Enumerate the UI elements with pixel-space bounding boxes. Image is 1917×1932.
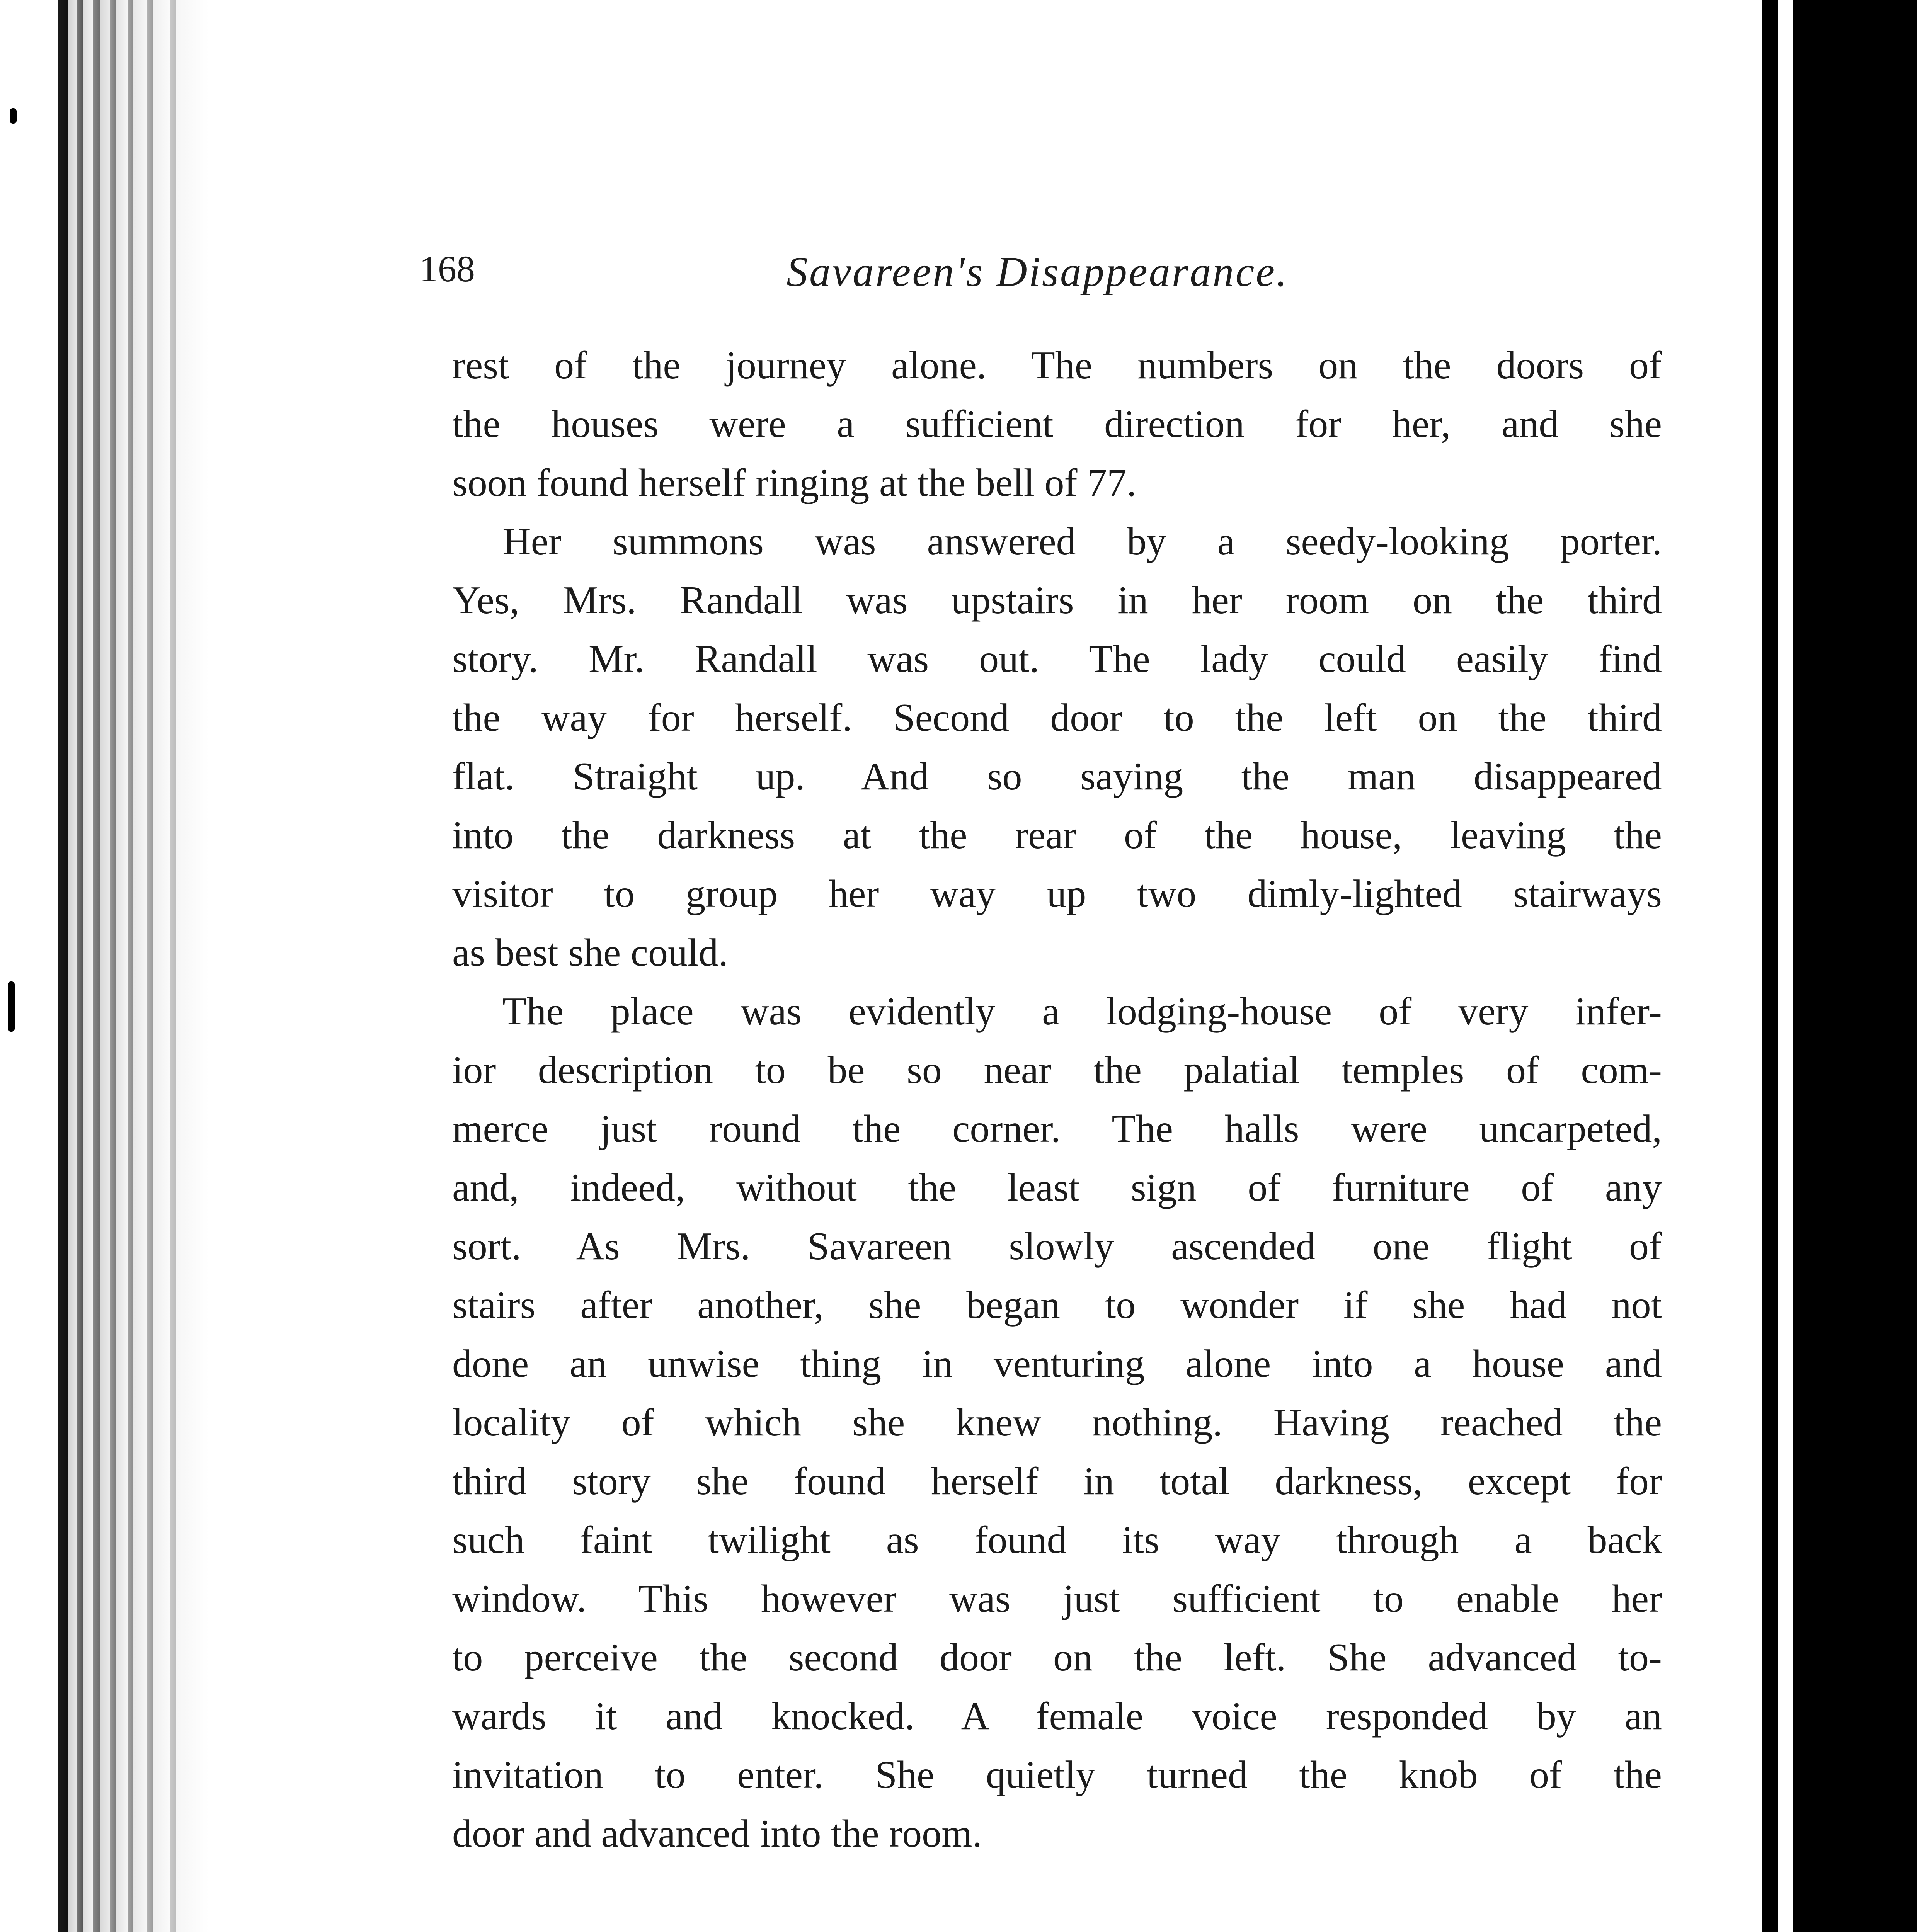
text-line: soon found herself ringing at the bell of 77. — [452, 461, 1137, 505]
text-line: merce just round the corner. The halls were uncarpeted, — [452, 1107, 1662, 1151]
text-line: door and advanced into the room. — [452, 1812, 982, 1855]
text-line: sort. As Mrs. Savareen slowly ascended one flight of — [452, 1225, 1662, 1268]
text-line: wards it and knocked. A female voice responded by an — [452, 1694, 1662, 1738]
text-line: third story she found herself in total darkness, except for — [452, 1459, 1662, 1503]
text-line: done an unwise thing in venturing alone into a house and — [452, 1342, 1662, 1386]
left-margin-mark — [8, 981, 15, 1032]
text-line: rest of the journey alone. The numbers on the doors of — [452, 344, 1662, 387]
text-line: to perceive the second door on the left. She advanced to- — [452, 1636, 1662, 1679]
text-line: The place was evidently a lodging-house of very infer- — [502, 990, 1662, 1033]
page-number: 168 — [419, 248, 475, 289]
running-title: Savareen's Disappearance. — [787, 248, 1289, 295]
text-line: as best she could. — [452, 931, 728, 975]
paragraph — [452, 982, 1662, 1863]
text-line: story. Mr. Randall was out. The lady could easily find — [452, 637, 1662, 681]
text-line: stairs after another, she began to wonder if she had not — [452, 1283, 1662, 1327]
text-line: such faint twilight as found its way through a back — [452, 1518, 1662, 1562]
text-line: ior description to be so near the palatial temples of com- — [452, 1048, 1662, 1092]
text-line: window. This however was just sufficient to enable her — [452, 1577, 1662, 1621]
text-line: flat. Straight up. And so saying the man disappeared — [452, 755, 1662, 798]
left-margin-mark — [10, 108, 17, 124]
paragraph — [452, 336, 1662, 512]
text-line: Yes, Mrs. Randall was upstairs in her room on the third — [452, 578, 1662, 622]
text-line: locality of which she knew nothing. Having reached the — [452, 1401, 1662, 1444]
body-text — [452, 336, 1662, 1863]
text-line: and, indeed, without the least sign of furniture of any — [452, 1166, 1662, 1209]
right-page-edge-band — [1762, 0, 1917, 1932]
text-line: visitor to group her way up two dimly-lighted stairways — [452, 872, 1662, 916]
text-line: the houses were a sufficient direction for her, and she — [452, 402, 1662, 446]
text-line: into the darkness at the rear of the house, leaving the — [452, 813, 1662, 857]
book-spine-edge — [0, 0, 209, 1932]
text-line: the way for herself. Second door to the left on the third — [452, 696, 1662, 740]
paragraph — [452, 512, 1662, 982]
text-line: invitation to enter. She quietly turned the knob of the — [452, 1753, 1662, 1797]
text-line: Her summons was answered by a seedy-looking porter. — [502, 520, 1662, 563]
page-header — [419, 247, 1662, 301]
